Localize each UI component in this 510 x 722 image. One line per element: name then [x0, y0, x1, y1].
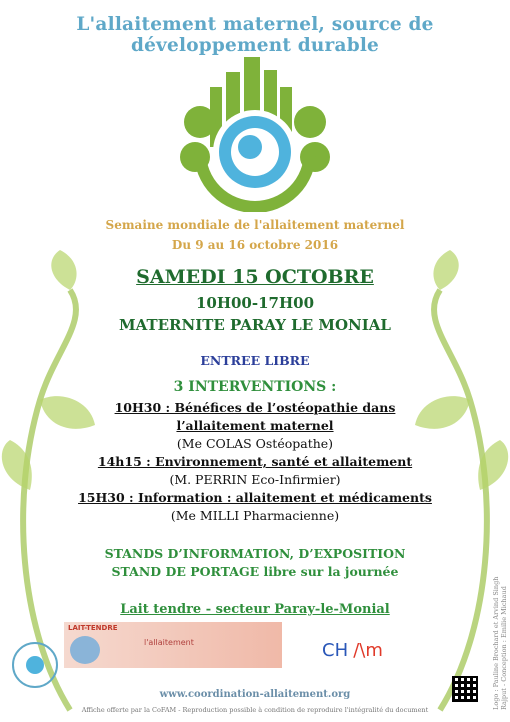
headline: L'allaitement maternel, source de développement durable [76, 14, 434, 56]
talk-1-speaker: (Me COLAS Ostéopathe) [176, 436, 334, 451]
qr-code-icon [452, 676, 478, 702]
talk-2-line1: 14h15 : Environnement, santé et allaitement [97, 454, 413, 469]
stands-line-1: STANDS D’INFORMATION, D’EXPOSITION [104, 546, 406, 561]
chalm-logo-mark: /\m [353, 640, 383, 661]
event-hours: 10H00-17H00 [195, 294, 315, 312]
cofam-logo [12, 642, 58, 688]
stands-line-2: STAND DE PORTAGE libre sur la journée [111, 564, 399, 579]
event-venue: MATERNITE PARAY LE MONIAL [119, 316, 391, 334]
lait-tendre-logo [64, 622, 282, 668]
talk-2-speaker: (M. PERRIN Eco-Infirmier) [169, 472, 341, 487]
talk-1-line1: 10H30 : Bénéfices de l’ostéopathie dans [114, 400, 396, 415]
website-url[interactable]: www.coordination-allaitement.org [159, 689, 351, 700]
talk-1-line2: l’allaitement maternel [176, 418, 334, 433]
week-dates: Du 9 au 16 octobre 2016 [171, 238, 339, 252]
chalm-logo [322, 640, 392, 670]
talk-3-line1: 15H30 : Information : allaitement et médicaments [78, 490, 432, 505]
week-title: Semaine mondiale de l'allaitement maternel [105, 218, 405, 232]
lait-tendre-sector: Lait tendre - secteur Paray-le-Monial [120, 602, 390, 617]
interventions-title: 3 INTERVENTIONS : [173, 379, 337, 395]
lait-tendre-logo-title: LAIT-TENDRE [68, 624, 118, 632]
entry-free: ENTREE LIBRE [200, 353, 310, 368]
talk-3-speaker: (Me MILLI Pharmacienne) [170, 508, 340, 523]
event-day: SAMEDI 15 OCTOBRE [136, 266, 374, 288]
eco-city-emblem [170, 42, 340, 212]
credits: Logo : Pauline Brochard et Arvind Singh Rajput - Conception : Emilie Michaud [492, 576, 508, 710]
chalm-logo-text: CH [322, 640, 349, 661]
footer-note: Affiche offerte par la CoFAM - Reproduction possible à condition de reproduire l'intégralité du document [81, 706, 429, 714]
baby-photo-icon [70, 636, 100, 664]
lait-tendre-logo-sub: l'allaitement [144, 638, 194, 647]
